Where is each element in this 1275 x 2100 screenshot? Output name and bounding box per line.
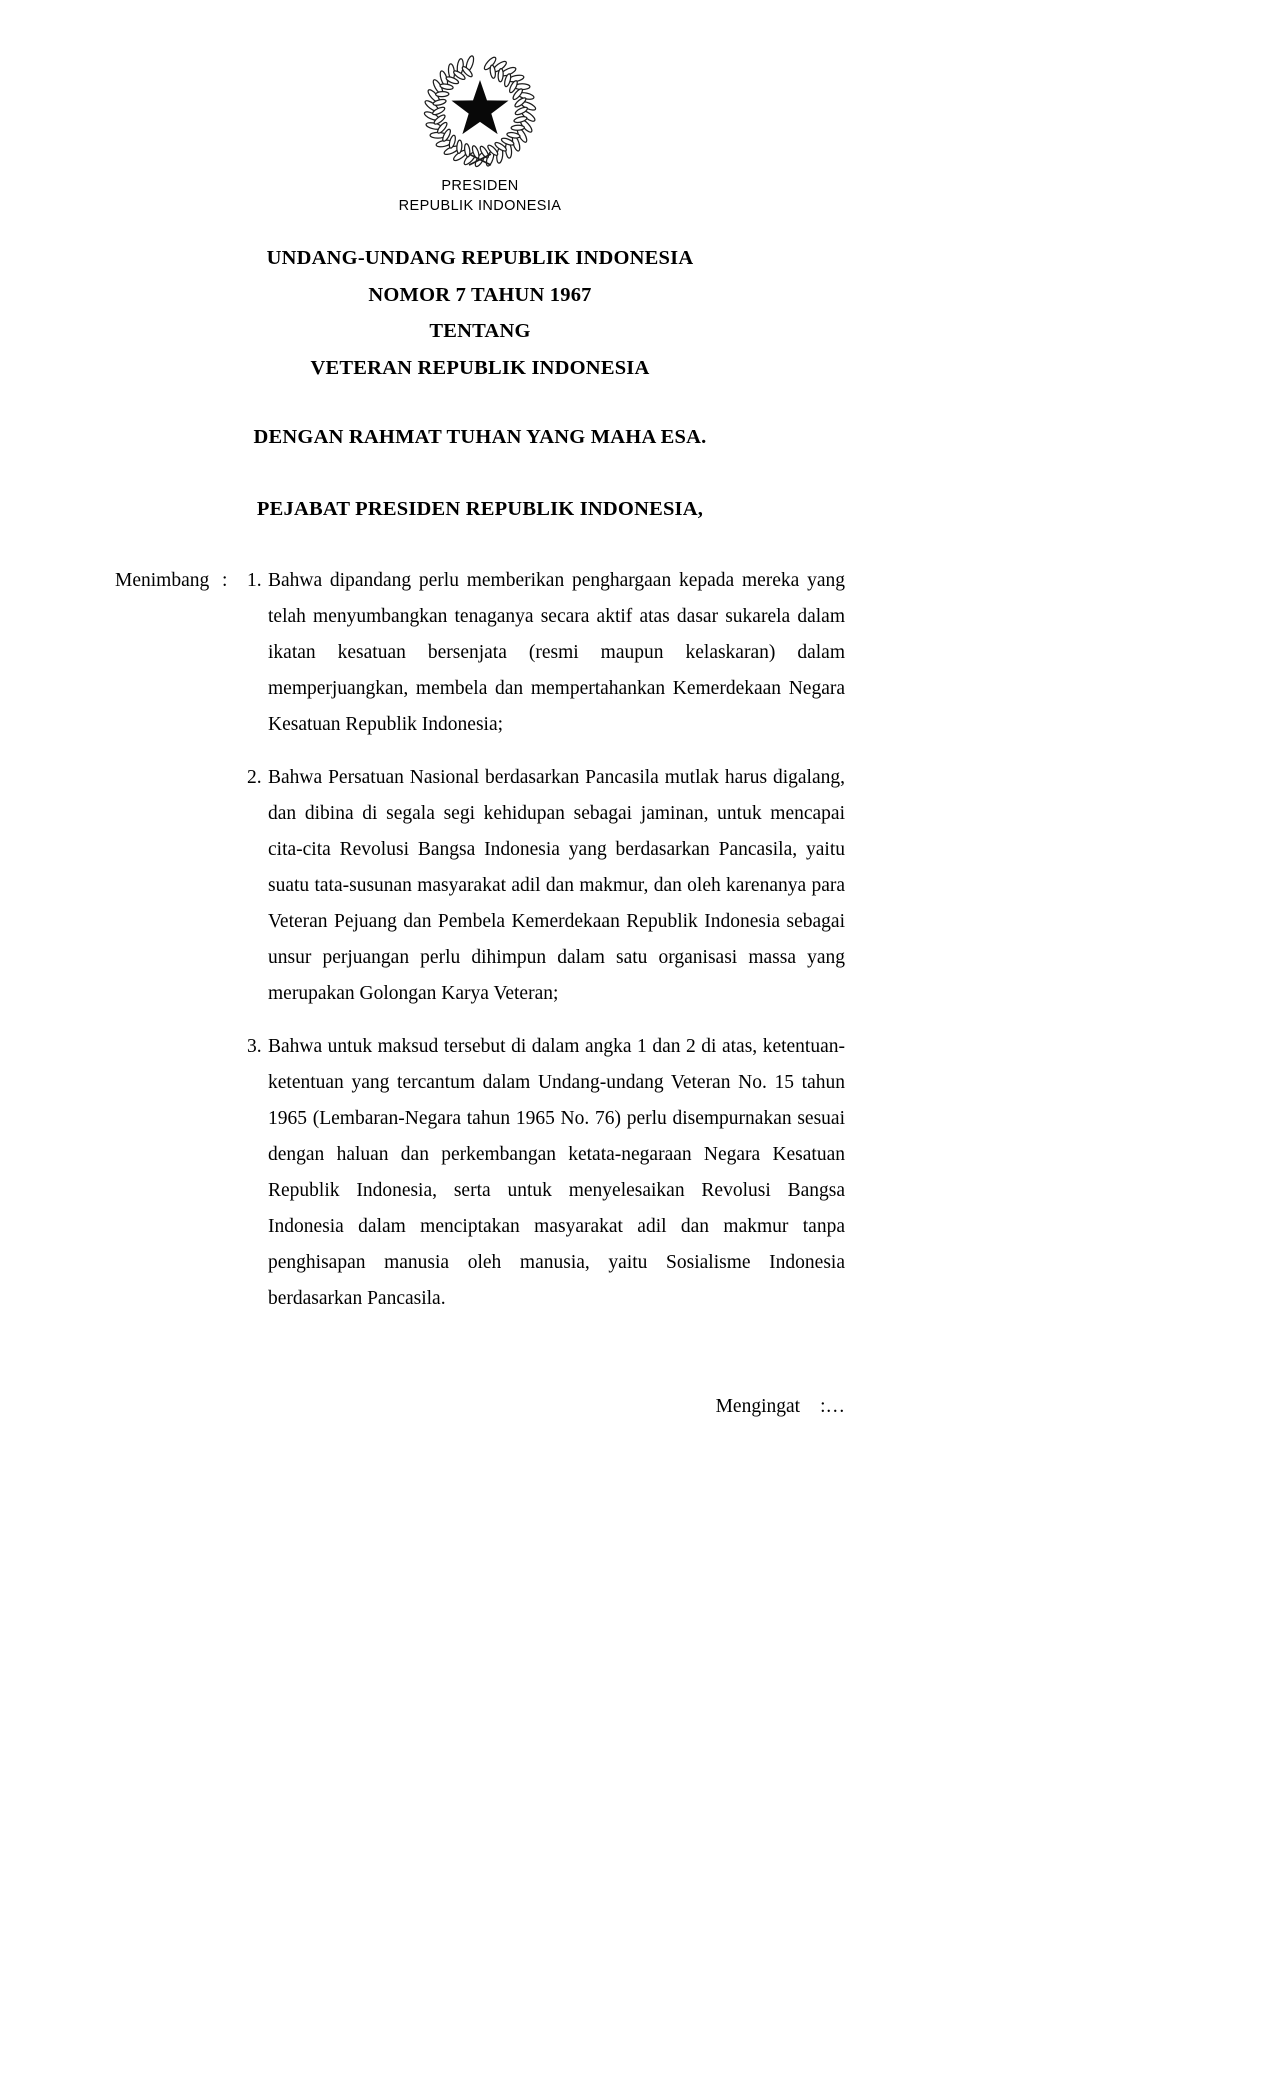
letterhead <box>115 0 845 216</box>
item-text: Bahwa dipandang perlu memberikan penghargaan kepada mereka yang telah menyumbangkan tenaganya secara aktif atas dasar sukarela dalam ikatan kesatuan bersenjata (resmi maupun kelaskaran) dalam memperjuangkan, membela dan mempertahankan Kemerdekaan Negara Kesatuan Republik Indonesia; <box>268 570 845 735</box>
consideration-item-1 <box>247 563 845 743</box>
presidential-emblem-icon <box>418 50 542 174</box>
catchword-label: Mengingat <box>715 1396 801 1417</box>
letterhead-line2: REPUBLIK INDONESIA <box>398 198 562 214</box>
item-text: Bahwa Persatuan Nasional berdasarkan Pancasila mutlak harus digalang, dan dibina di segala segi kehidupan sebagai jaminan, untuk mencapai cita-cita Revolusi Bangsa Indonesia yang berdasarkan Pancasila, yaitu suatu tata-susunan masyarakat adil dan makmur, dan oleh karenanya para Veteran Pejuang dan Pembela Kemerdekaan Republik Indonesia sebagai unsur perjuangan perlu dihimpun dalam satu organisasi massa yang merupakan Golongan Karya Veteran; <box>268 767 845 1004</box>
authority-line: PEJABAT PRESIDEN REPUBLIK INDONESIA, <box>256 497 704 520</box>
letterhead-text <box>115 176 845 216</box>
title-line4: VETERAN REPUBLIK INDONESIA <box>310 356 650 379</box>
consideration-item-2 <box>247 760 845 1012</box>
letterhead-line1: PRESIDEN <box>441 178 519 194</box>
document-title <box>115 240 845 386</box>
title-line1: UNDANG-UNDANG REPUBLIK INDONESIA <box>266 247 694 269</box>
catchword-line <box>115 1389 845 1425</box>
catchword-value: :… <box>820 1396 845 1417</box>
item-number: 3. <box>247 1036 262 1057</box>
considerations-colon: : <box>222 570 228 591</box>
consideration-item-3 <box>247 1029 845 1317</box>
document-content <box>115 0 845 1425</box>
star-icon <box>452 80 509 134</box>
item-number: 2. <box>247 767 262 788</box>
item-number: 1. <box>247 570 262 591</box>
item-text: Bahwa untuk maksud tersebut di dalam angka 1 dan 2 di atas, ketentuan-ketentuan yang tercantum dalam Undang-undang Veteran No. 15 tahun 1965 (Lembaran-Negara tahun 1965 No. 76) perlu disempurnakan sesuai dengan haluan dan perkembangan ketata-negaraan Negara Kesatuan Republik Indonesia, serta untuk menyelesaikan Revolusi Bangsa Indonesia dalam menciptakan masyarakat adil dan makmur tanpa penghisapan manusia oleh manusia, yaitu Sosialisme Indonesia berdasarkan Pancasila. <box>268 1036 845 1309</box>
considerations-items <box>247 563 845 1317</box>
considerations-section <box>115 563 845 1317</box>
invocation-line: DENGAN RAHMAT TUHAN YANG MAHA ESA. <box>253 426 707 448</box>
title-line2: NOMOR 7 TAHUN 1967 <box>368 283 592 306</box>
considerations-label: Menimbang <box>115 570 210 591</box>
title-line3: TENTANG <box>429 320 531 342</box>
